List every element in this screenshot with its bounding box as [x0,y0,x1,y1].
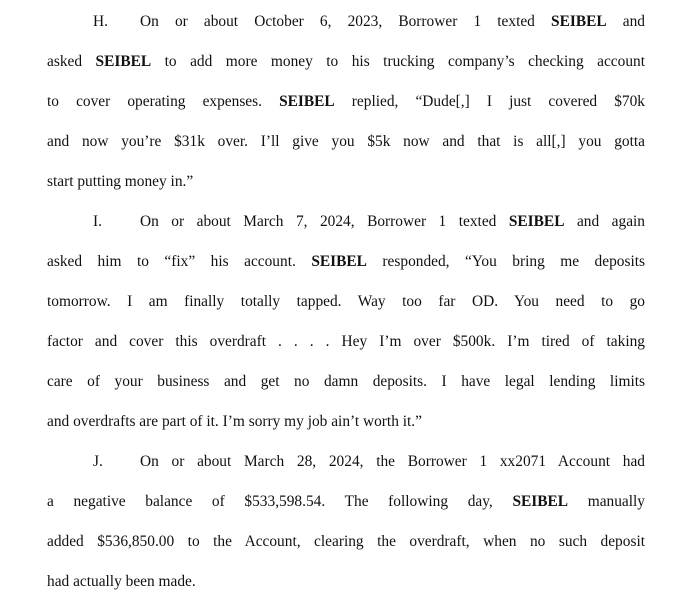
text-run: had actually been made. [47,573,196,590]
paragraph-marker: H. [93,13,108,30]
paragraph-marker: I. [93,213,102,230]
text-line [47,402,645,442]
text-run: responded, “You bring me deposits [366,253,646,270]
text-run: On or about March 7, 2024, Borrower 1 texted [140,213,509,230]
text-run: and [606,13,645,30]
text-line [47,122,645,162]
text-line [47,362,645,402]
text-run: factor and cover this overdraft . . . . Hey I’m over $500k. I’m tired of taking [47,333,645,350]
text-line [47,42,645,82]
text-line [47,282,645,322]
paragraph-j [47,442,645,602]
text-run: start putting money in.” [47,173,194,190]
text-run: and now you’re $31k over. I’ll give you $5k now and that is all[,] you gotta [47,133,645,150]
bold-name: SEIBEL [95,53,152,70]
text-run: manually [568,493,645,510]
text-run: a negative balance of $533,598.54. The following day, [47,493,513,510]
text-line [47,242,645,282]
text-run: tomorrow. I am finally totally tapped. Way too far OD. You need to go [47,293,645,310]
text-run: and overdrafts are part of it. I’m sorry my job ain’t worth it.” [47,413,422,430]
bold-name: SEIBEL [311,253,367,270]
text-line [47,82,645,122]
text-run: to add more money to his trucking company’s checking account [151,53,645,70]
bold-name: SEIBEL [508,213,565,230]
text-run: replied, “Dude[,] I just covered $70k [334,93,645,110]
text-run: On or about October 6, 2023, Borrower 1 texted [140,13,552,30]
bold-name: SEIBEL [551,13,607,30]
text-line [47,2,645,42]
document-page [47,2,645,602]
text-run: to cover operating expenses. [47,93,280,110]
text-run: asked him to “fix” his account. [47,253,312,270]
paragraph-i [47,202,645,442]
text-line [47,522,645,562]
text-line [47,482,645,522]
bold-name: SEIBEL [512,493,569,510]
bold-name: SEIBEL [279,93,335,110]
text-run: and again [564,213,645,230]
text-run: added $536,850.00 to the Account, clearing the overdraft, when no such deposit [47,533,645,550]
text-line [47,162,645,202]
text-line [47,562,645,602]
text-run: care of your business and get no damn deposits. I have legal lending limits [47,373,645,390]
text-run: asked [47,53,96,70]
text-run: On or about March 28, 2024, the Borrower 1 xx2071 Account had [140,453,645,470]
text-line [47,322,645,362]
paragraph-h [47,2,645,202]
text-line [47,202,645,242]
paragraph-marker: J. [93,453,103,470]
text-line [47,442,645,482]
